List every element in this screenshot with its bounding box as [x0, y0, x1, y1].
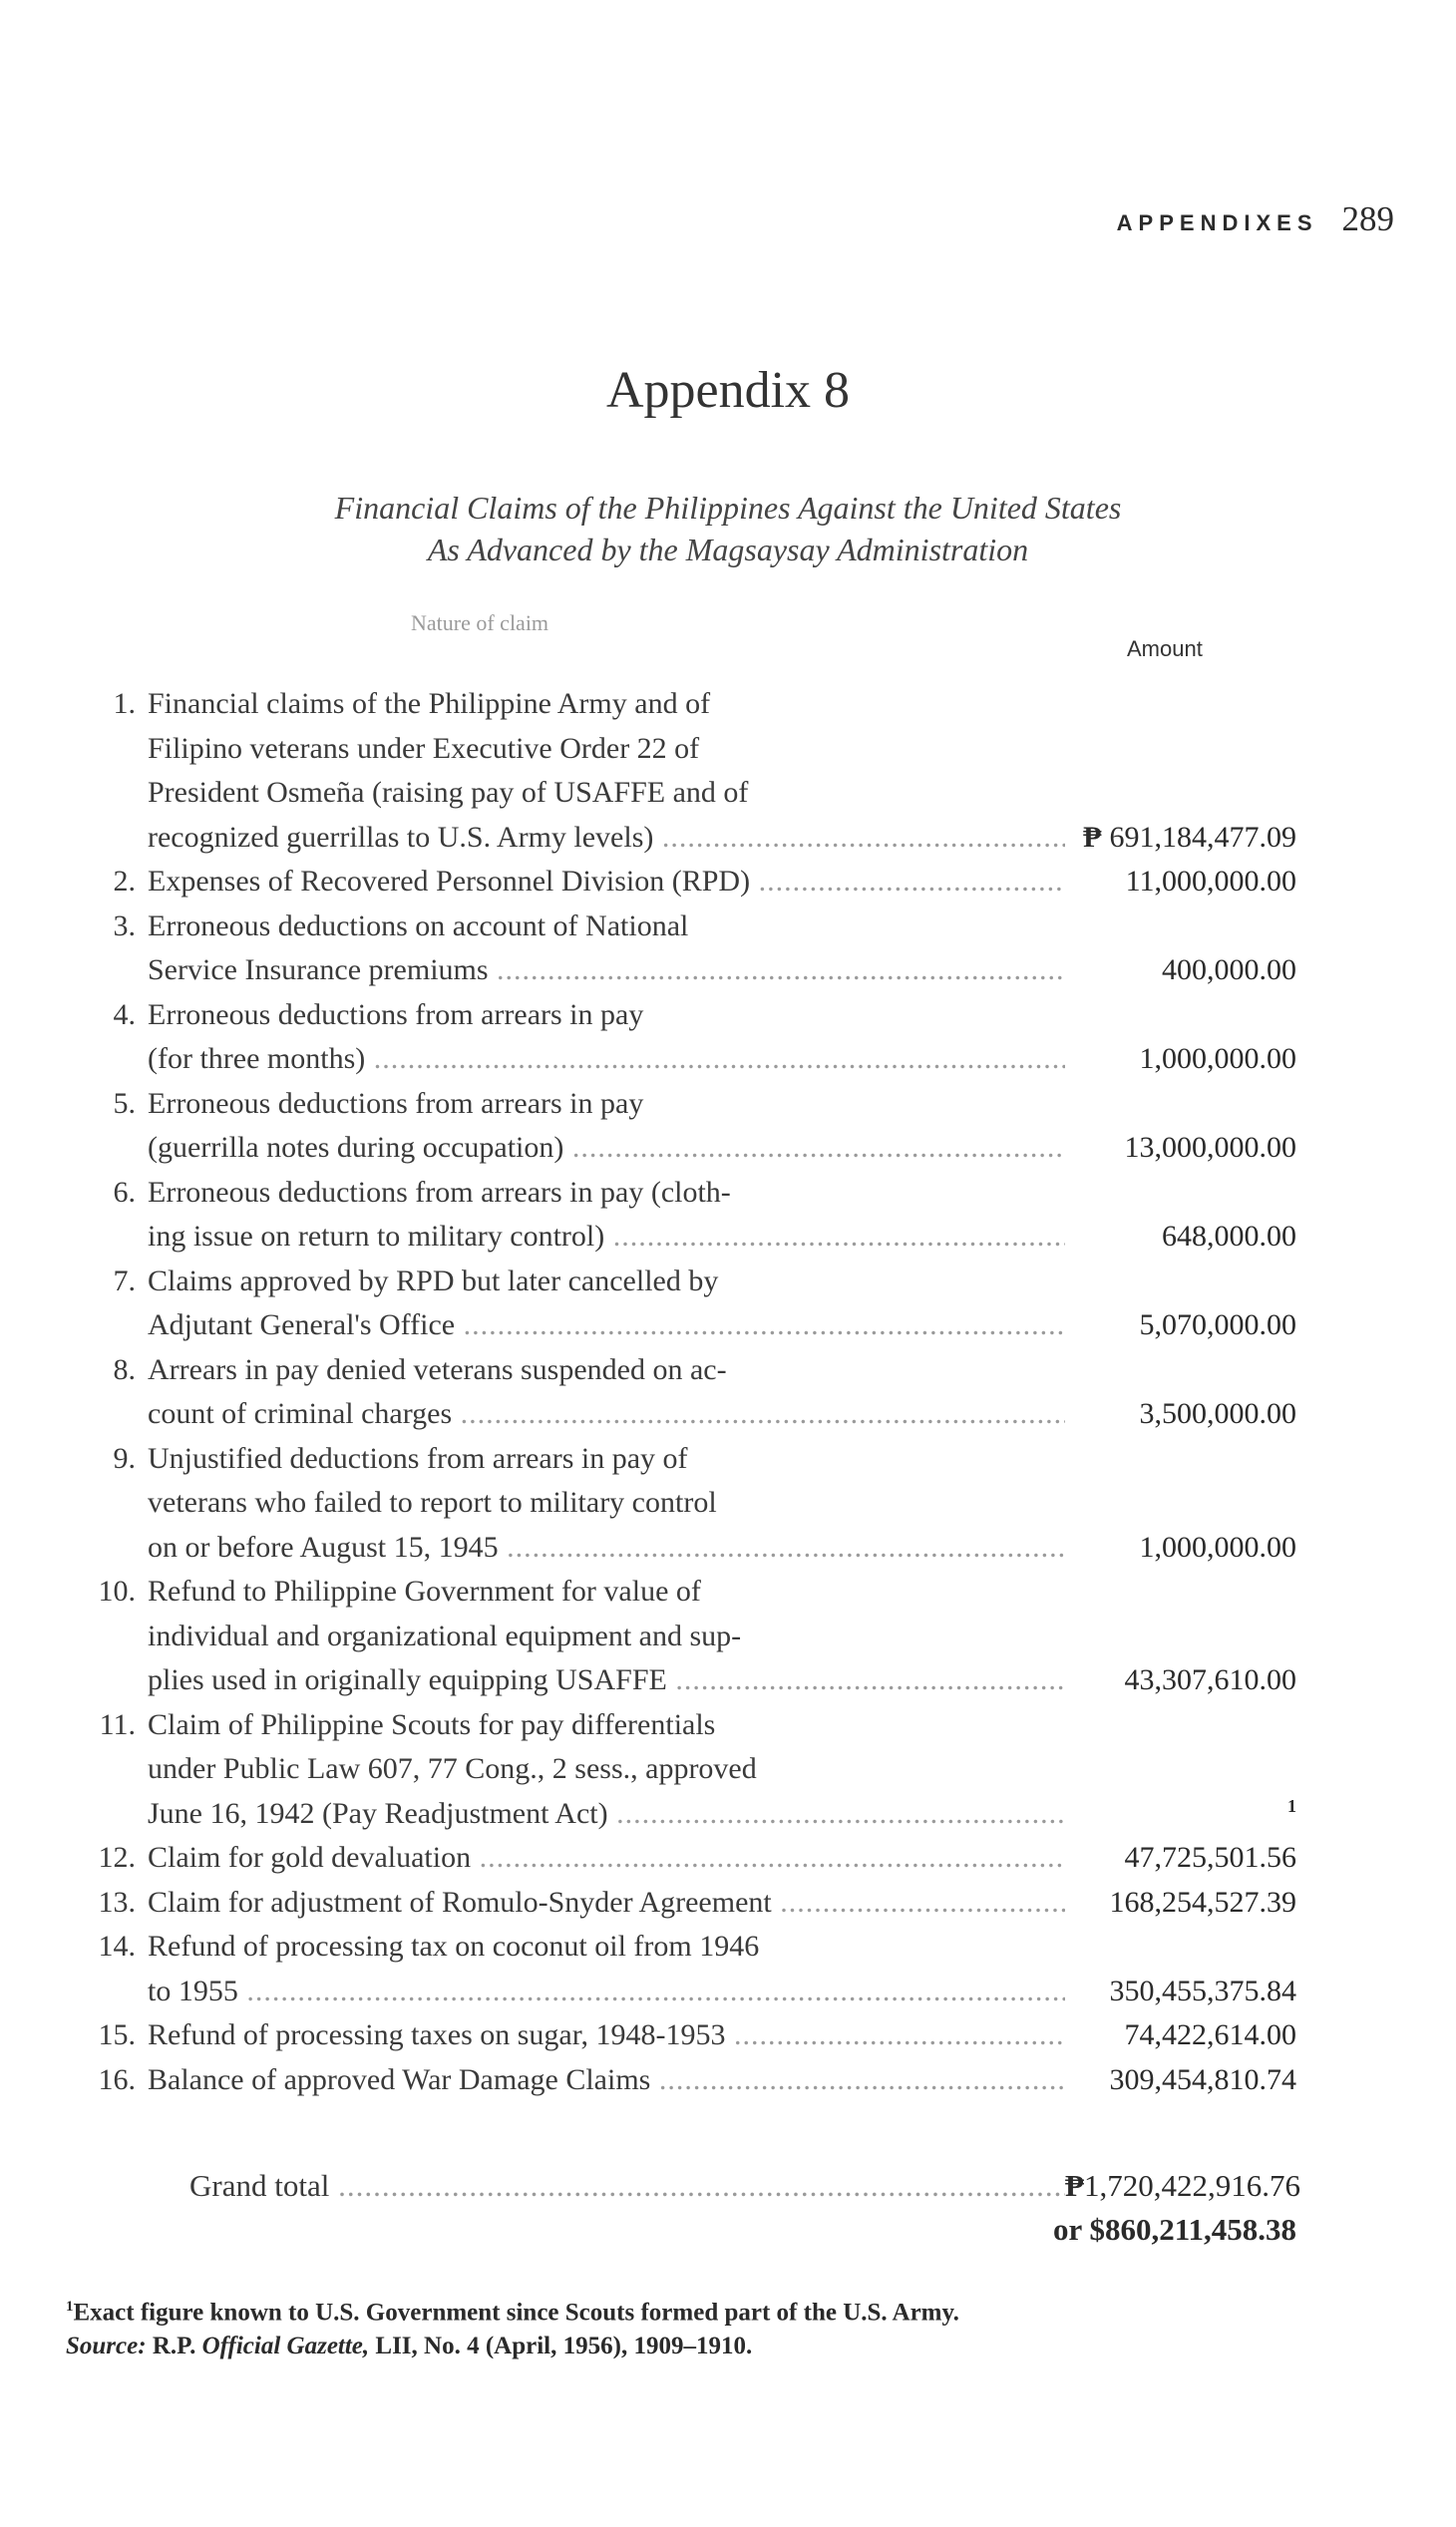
claim-number: 5.	[113, 1086, 136, 1120]
claim-description-line: June 16, 1942 (Pay Readjustment Act) .....	[148, 1792, 1065, 1837]
claims-list	[60, 682, 1296, 2102]
running-head-title: APPENDIXES	[1116, 210, 1318, 235]
footnote-text: Exact figure known to U.S. Government since Scouts formed part of the U.S. Army.	[73, 2299, 959, 2327]
claim-description-line: Erroneous deductions from arrears in pay	[148, 997, 644, 1031]
claim-description-line: Financial claims of the Philippine Army and of	[148, 687, 711, 720]
claim-row	[60, 904, 1296, 993]
claim-description	[148, 1348, 1065, 1437]
claim-description-line: Adjutant General's Office .....	[148, 1303, 1065, 1348]
claim-amount-value: 648,000.00	[1162, 1220, 1296, 1253]
grand-total-dollars: or $860,211,458.38	[1053, 2212, 1296, 2247]
claim-description	[148, 1082, 1065, 1171]
claim-number: 7.	[113, 1264, 136, 1297]
appendix-title: Appendix 8	[605, 362, 851, 419]
appendix-subtitle	[0, 487, 1456, 570]
claim-description-line: (for three months) .....	[148, 1037, 1065, 1082]
claim-row	[60, 2013, 1296, 2058]
claim-description-line: President Osmeña (raising pay of USAFFE and of	[148, 776, 749, 809]
claim-number: 15.	[98, 2018, 136, 2051]
claim-number: 13.	[98, 1885, 136, 1919]
claim-description-line: Unjustified deductions from arrears in pay of	[148, 1441, 688, 1475]
claim-description	[148, 2058, 1065, 2103]
claim-description-line: on or before August 15, 1945 .....	[148, 1526, 1065, 1571]
claim-amount	[1065, 1526, 1296, 1571]
claim-description-line: Expenses of Recovered Personnel Division (RPD) .....	[148, 860, 1065, 904]
claim-amount-value: 43,307,610.00	[1124, 1663, 1296, 1696]
claim-number: 12.	[98, 1841, 136, 1874]
claim-amount-value: 350,455,375.84	[1109, 1974, 1296, 2007]
claim-amount-value: 13,000,000.00	[1124, 1131, 1296, 1164]
claim-description	[148, 1881, 1065, 1926]
footnotes	[66, 2290, 1362, 2363]
grand-total-pesos-value: 1,720,422,916.76	[1083, 2168, 1300, 2203]
claim-number: 16.	[98, 2062, 136, 2096]
claim-row	[60, 1703, 1296, 1837]
claim-description-line: recognized guerrillas to U.S. Army levels) .....	[148, 816, 1065, 861]
claim-amount	[1065, 860, 1296, 904]
claim-row	[60, 2058, 1296, 2103]
claim-number: 11.	[99, 1707, 136, 1741]
grand-total-row	[60, 2164, 1300, 2208]
claim-amount-value: 168,254,527.39	[1109, 1885, 1296, 1919]
claim-amount-value: 5,070,000.00	[1139, 1308, 1296, 1341]
claim-number: 9.	[113, 1441, 136, 1475]
source-prefix: R.P.	[152, 2333, 196, 2360]
claim-description	[148, 1703, 1065, 1837]
grand-total-pesos	[1065, 2164, 1300, 2208]
claim-amount-value: 74,422,614.00	[1124, 2018, 1296, 2051]
claim-amount-value: 1,000,000.00	[1139, 1042, 1296, 1075]
claim-description	[148, 993, 1065, 1082]
claim-number: 14.	[98, 1930, 136, 1963]
footnote-1	[66, 2290, 1362, 2330]
claim-description	[148, 1925, 1065, 2013]
claim-description-line: count of criminal charges .....	[148, 1392, 1065, 1437]
claim-description	[148, 682, 1065, 860]
claim-description-line: Refund of processing taxes on sugar, 1948-1953 .....	[148, 2013, 1065, 2058]
subtitle-line-1: Financial Claims of the Philippines Against the United States	[334, 490, 1122, 526]
claim-description-line: Claims approved by RPD but later cancelled by	[148, 1264, 719, 1297]
claim-amount	[1065, 2013, 1296, 2058]
column-header-nature: Nature of claim	[411, 610, 549, 635]
claim-row	[60, 1082, 1296, 1171]
claim-amount	[1065, 1303, 1296, 1348]
claim-amount	[1065, 1658, 1296, 1703]
claim-row	[60, 1925, 1296, 2013]
claim-amount	[1065, 816, 1296, 861]
claim-description-line: veterans who failed to report to military control	[148, 1486, 717, 1519]
claim-description-line: (guerrilla notes during occupation) .....	[148, 1126, 1065, 1171]
footnote-marker: 1	[66, 2299, 74, 2315]
claim-number: 1.	[113, 687, 136, 720]
claim-description-line: Erroneous deductions on account of National	[148, 908, 689, 942]
claim-row	[60, 1260, 1296, 1348]
claim-description	[148, 860, 1065, 904]
claim-row	[60, 1881, 1296, 1926]
claim-amount-value: 691,184,477.09	[1109, 820, 1296, 854]
claim-description	[148, 1260, 1065, 1348]
claim-description-line: Filipino veterans under Executive Order 22 of	[148, 731, 700, 765]
claim-row	[60, 1570, 1296, 1703]
source-note	[66, 2330, 1362, 2363]
claim-row	[60, 1836, 1296, 1881]
claim-row	[60, 1348, 1296, 1437]
claim-amount	[1065, 1836, 1296, 1881]
claim-number: 2.	[113, 865, 136, 898]
claim-description-line: Claim for adjustment of Romulo-Snyder Agreement .....	[148, 1881, 1065, 1926]
claim-description-line: individual and organizational equipment and sup-	[148, 1619, 742, 1652]
claim-number: 4.	[113, 997, 136, 1031]
claim-description-line: Arrears in pay denied veterans suspended on ac-	[148, 1352, 727, 1386]
claim-row	[60, 1171, 1296, 1260]
claim-description-line: Refund of processing tax on coconut oil from 1946	[148, 1930, 760, 1963]
claim-description-line: Claim of Philippine Scouts for pay differentials	[148, 1707, 716, 1741]
claim-amount	[1065, 1126, 1296, 1171]
claim-row	[60, 1437, 1296, 1571]
claim-description	[148, 1171, 1065, 1260]
claim-description-line: Erroneous deductions from arrears in pay (cloth-	[148, 1175, 731, 1209]
claim-amount	[1065, 948, 1296, 993]
source-label: Source:	[66, 2333, 147, 2360]
claim-footnote-marker: 1	[1287, 1795, 1296, 1816]
claim-amount-value: 400,000.00	[1162, 953, 1296, 986]
claim-amount-value: 3,500,000.00	[1139, 1397, 1296, 1430]
claim-amount	[1065, 2058, 1296, 2103]
claim-amount	[1065, 1037, 1296, 1082]
claim-description-line: Balance of approved War Damage Claims .....	[148, 2058, 1065, 2103]
claim-number: 10.	[98, 1575, 136, 1608]
claim-amount	[1065, 1970, 1296, 2014]
claim-description-line: Erroneous deductions from arrears in pay	[148, 1086, 644, 1120]
claim-description	[148, 1570, 1065, 1703]
page-number: 289	[1341, 199, 1394, 238]
claim-amount	[1065, 1784, 1296, 1837]
claim-amount-value: 47,725,501.56	[1124, 1841, 1296, 1874]
claim-description	[148, 904, 1065, 993]
claim-description-line: plies used in originally equipping USAFFE .....	[148, 1658, 1065, 1703]
peso-sign: ₱	[1065, 2168, 1084, 2203]
subtitle-line-2: As Advanced by the Magsaysay Administration	[427, 532, 1029, 567]
claim-description-line: Service Insurance premiums .....	[148, 948, 1065, 993]
claim-amount	[1065, 1215, 1296, 1260]
claim-amount-value: 309,454,810.74	[1109, 2062, 1296, 2096]
claim-description-line: under Public Law 607, 77 Cong., 2 sess., approved	[148, 1752, 757, 1785]
claim-amount	[1065, 1392, 1296, 1437]
peso-sign: ₱	[1083, 820, 1102, 854]
claim-number: 3.	[113, 908, 136, 942]
claim-description-line: ing issue on return to military control) .....	[148, 1215, 1065, 1260]
claim-description	[148, 1836, 1065, 1881]
claim-amount	[1065, 1881, 1296, 1926]
claim-description-line: to 1955 .....	[148, 1970, 1065, 2014]
claim-number: 6.	[113, 1175, 136, 1209]
claim-description-line: Refund to Philippine Government for value of	[148, 1575, 701, 1608]
claim-row	[60, 993, 1296, 1082]
claim-description	[148, 2013, 1065, 2058]
column-header-amount: Amount	[1127, 636, 1203, 661]
claim-amount-value: 11,000,000.00	[1125, 865, 1296, 898]
claim-row	[60, 860, 1296, 904]
running-head	[1117, 199, 1394, 239]
source-journal: Official Gazette,	[201, 2333, 370, 2360]
claim-number: 8.	[113, 1352, 136, 1386]
source-rest: LII, No. 4 (April, 1956), 1909–1910.	[375, 2333, 753, 2360]
claim-amount-value: 1,000,000.00	[1139, 1530, 1296, 1564]
grand-total-label: Grand total .....	[60, 2164, 1065, 2208]
claim-description-line: Claim for gold devaluation .....	[148, 1836, 1065, 1881]
claim-row	[60, 682, 1296, 860]
claim-description	[148, 1437, 1065, 1571]
